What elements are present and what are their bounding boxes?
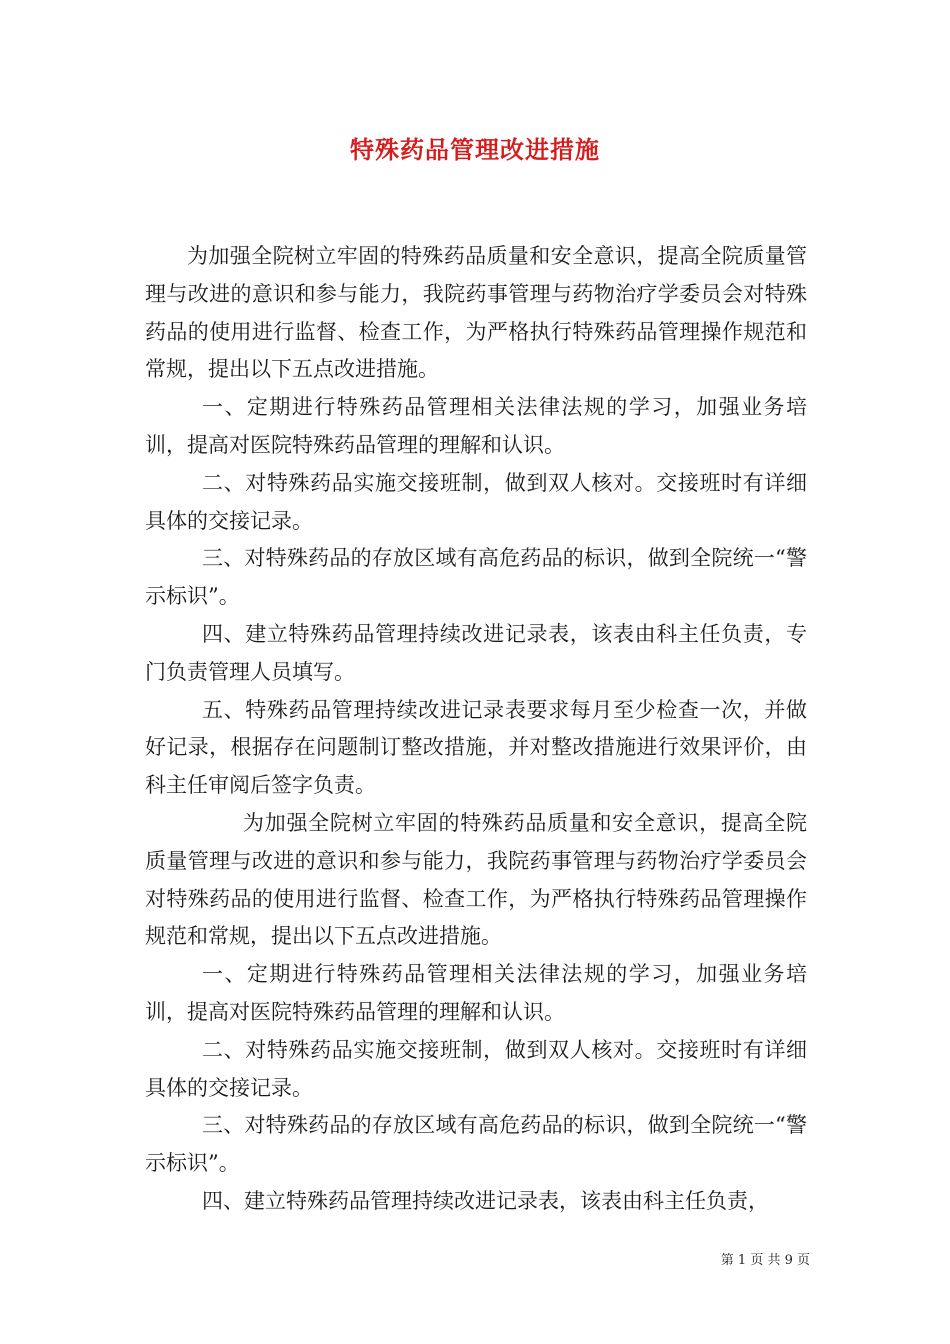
intro-paragraph: 为加强全院树立牢固的特殊药品质量和安全意识，提高全院质量管理与改进的意识和参与能力，我院药事管理与药物治疗学委员会对特殊药品的使用进行监督、检查工作，为严格执行特殊药品管理操作规范和常规，提出以下五点改进措施。	[145, 244, 807, 382]
document-body	[145, 238, 807, 1221]
repeated-intro-paragraph: 为加强全院树立牢固的特殊药品质量和安全意识，提高全院质量管理与改进的意识和参与能力，我院药事管理与药物治疗学委员会对特殊药品的使用进行监督、检查工作，为严格执行特殊药品管理操作规范和常规，提出以下五点改进措施。	[145, 810, 807, 949]
repeated-measure-4-paragraph: 四、建立特殊药品管理持续改进记录表，该表由科主任负责，	[202, 1188, 769, 1213]
repeated-measure-1-paragraph: 一、定期进行特殊药品管理相关法律法规的学习，加强业务培训，提高对医院特殊药品管理的理解和认识。	[145, 962, 807, 1024]
measure-5-paragraph: 五、特殊药品管理持续改进记录表要求每月至少检查一次，并做好记录，根据存在问题制订整改措施，并对整改措施进行效果评价，由科主任审阅后签字负责。	[145, 697, 807, 798]
document-title: 特殊药品管理改进措施	[350, 135, 600, 164]
repeated-measure-2-paragraph: 二、对特殊药品实施交接班制，做到双人核对。交接班时有详细具体的交接记录。	[145, 1037, 807, 1100]
measure-4-paragraph: 四、建立特殊药品管理持续改进记录表，该表由科主任负责，专门负责管理人员填写。	[145, 621, 807, 684]
page-number: 第 1 页 共 9 页	[720, 1253, 810, 1268]
measure-3-paragraph: 三、对特殊药品的存放区域有高危药品的标识，做到全院统一“警示标识”。	[145, 546, 807, 609]
measure-1-paragraph: 一、定期进行特殊药品管理相关法律法规的学习，加强业务培训，提高对医院特殊药品管理的理解和认识。	[145, 395, 807, 457]
measure-2-paragraph: 二、对特殊药品实施交接班制，做到双人核对。交接班时有详细具体的交接记录。	[145, 470, 807, 533]
repeated-measure-3-paragraph: 三、对特殊药品的存放区域有高危药品的标识，做到全院统一“警示标识”。	[145, 1113, 807, 1176]
